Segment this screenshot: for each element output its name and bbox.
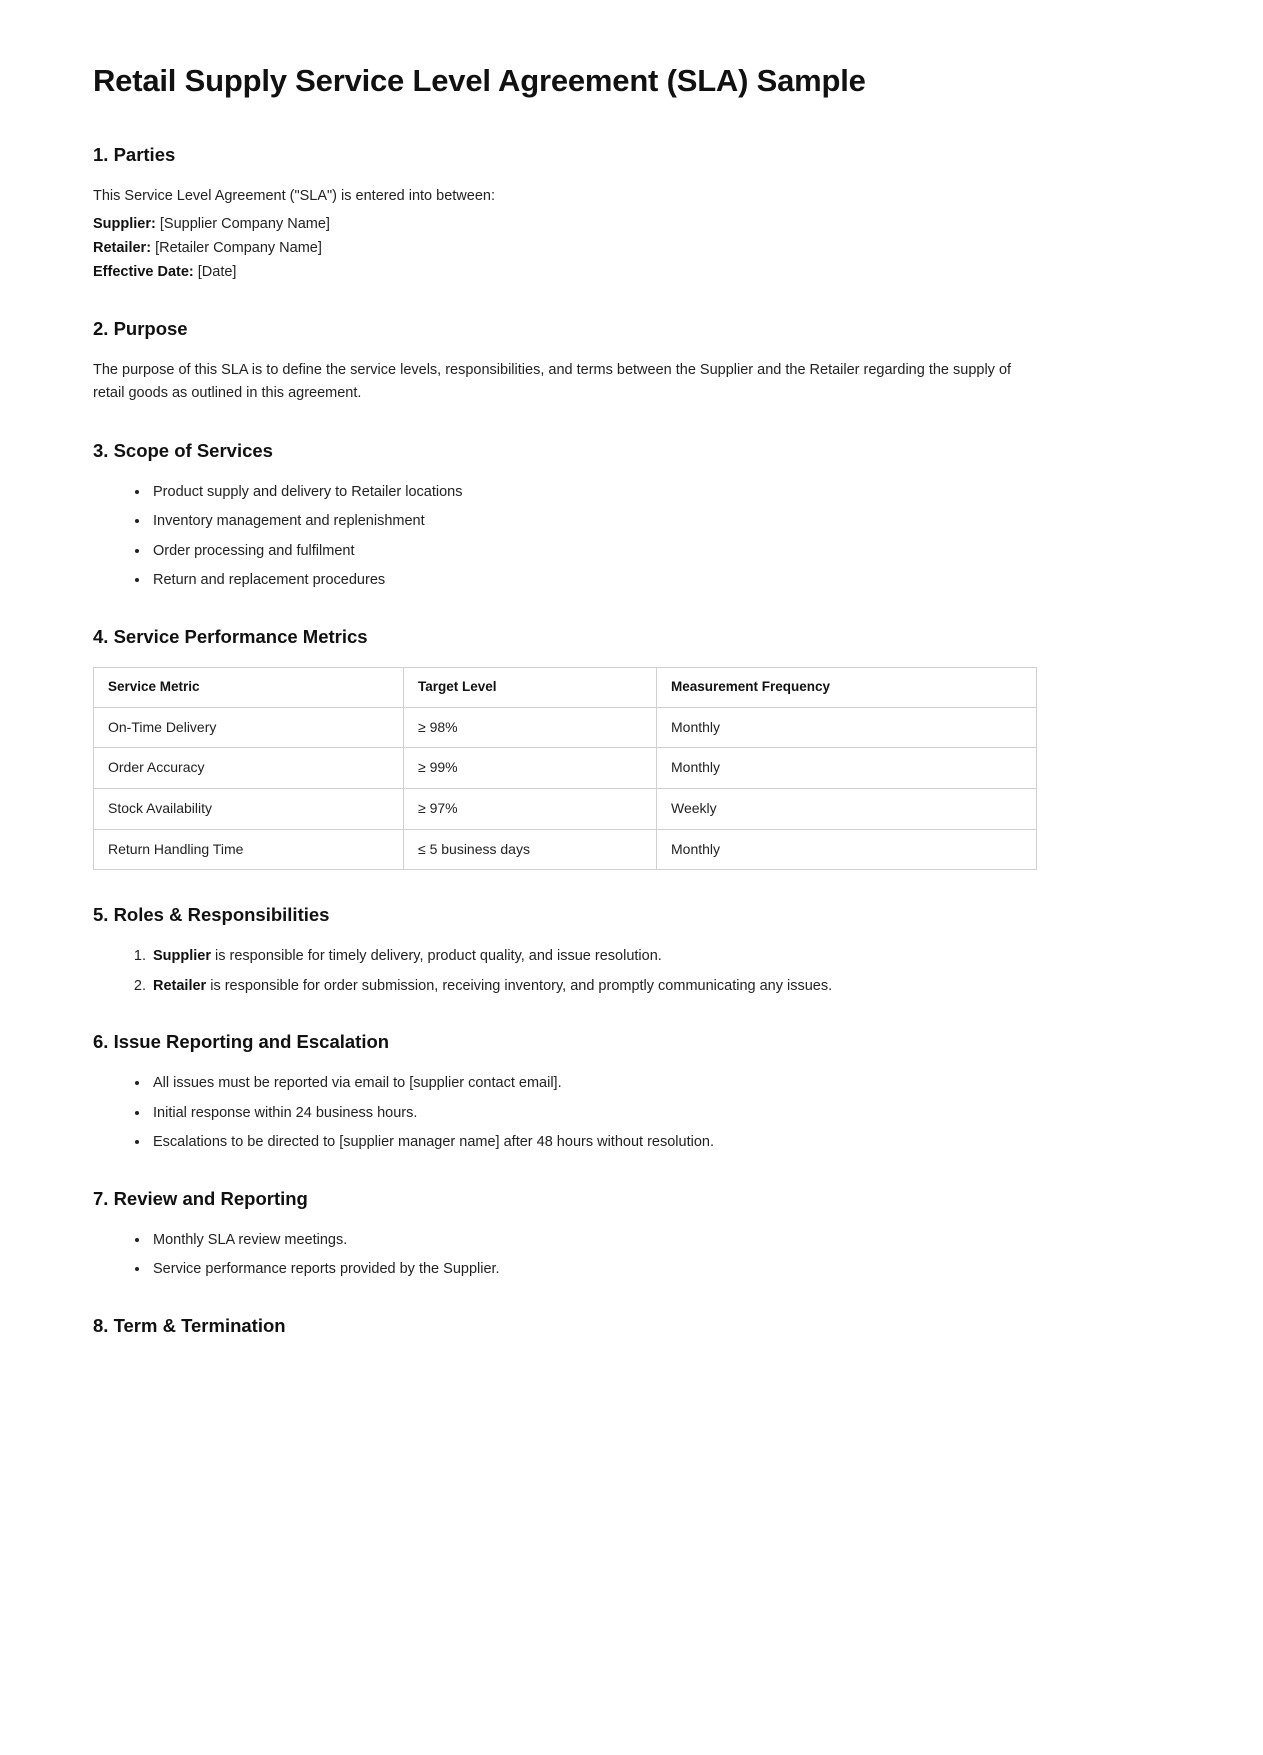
cell-frequency: Weekly: [657, 788, 1037, 829]
supplier-line: [93, 213, 1143, 236]
parties-details: [93, 185, 1143, 284]
list-item: • Escalations to be directed to [supplier manager name] after 48 hours without resolution.: [150, 1131, 1143, 1153]
cell-frequency: Monthly: [657, 829, 1037, 870]
column-header-measurement-frequency: Measurement Frequency: [657, 667, 1037, 707]
review-list: [93, 1229, 1143, 1281]
list-item: • Product supply and delivery to Retailer locations: [150, 481, 1143, 503]
cell-target: ≥ 98%: [404, 707, 657, 748]
cell-metric: Return Handling Time: [94, 829, 404, 870]
retailer-value: [Retailer Company Name]: [155, 240, 322, 257]
table-header-row: [94, 667, 1037, 707]
section-heading-scope: 3. Scope of Services: [93, 439, 273, 461]
section-parties: [93, 143, 1143, 284]
column-header-service-metric: Service Metric: [94, 667, 404, 707]
cell-frequency: Monthly: [657, 748, 1037, 789]
section-roles: [93, 903, 1143, 997]
section-purpose: [93, 317, 1143, 406]
section-metrics: [93, 625, 1143, 870]
section-term: [93, 1314, 1143, 1357]
section-heading-review: 7. Review and Reporting: [93, 1187, 308, 1209]
roles-list: [93, 945, 1143, 997]
section-heading-metrics: 4. Service Performance Metrics: [93, 625, 368, 647]
cell-target: ≥ 97%: [404, 788, 657, 829]
cell-metric: On-Time Delivery: [94, 707, 404, 748]
effective-date-value: [Date]: [197, 263, 237, 280]
retailer-label: Retailer:: [93, 240, 152, 257]
role-text: is responsible for timely delivery, product quality, and issue resolution.: [211, 948, 662, 965]
table-row: [94, 788, 1037, 829]
list-item: • Order processing and fulfilment: [150, 540, 1143, 562]
column-header-target-level: Target Level: [404, 667, 657, 707]
section-escalation: [93, 1030, 1143, 1153]
list-item: [150, 945, 1143, 967]
cell-target: ≤ 5 business days: [404, 829, 657, 870]
section-review: [93, 1187, 1143, 1281]
retailer-line: [93, 237, 1143, 260]
cell-metric: Order Accuracy: [94, 748, 404, 789]
role-lead-retailer: Retailer: [153, 977, 207, 994]
effective-date-label: Effective Date:: [93, 263, 194, 280]
supplier-value: [Supplier Company Name]: [159, 216, 330, 233]
section-scope: [93, 439, 1143, 592]
list-item: • Return and replacement procedures: [150, 569, 1143, 591]
term-body-empty: [93, 1356, 1143, 1357]
scope-list: [93, 481, 1143, 592]
list-item: • Service performance reports provided by the Supplier.: [150, 1258, 1143, 1280]
table-row: [94, 829, 1037, 870]
section-heading-roles: 5. Roles & Responsibilities: [93, 904, 330, 926]
effective-date-line: [93, 261, 1143, 284]
cell-target: ≥ 99%: [404, 748, 657, 789]
role-lead-supplier: Supplier: [153, 948, 212, 965]
section-heading-purpose: 2. Purpose: [93, 317, 188, 339]
list-item: • All issues must be reported via email to [supplier contact email].: [150, 1072, 1143, 1094]
service-metrics-table: [93, 667, 1037, 870]
role-text: is responsible for order submission, receiving inventory, and promptly communicating any issues.: [206, 977, 833, 994]
list-item: [150, 975, 1143, 997]
parties-intro: This Service Level Agreement ("SLA") is entered into between:: [93, 188, 495, 205]
table-row: [94, 707, 1037, 748]
purpose-text: The purpose of this SLA is to define the service levels, responsibilities, and terms between the Supplier and the Retailer regarding the supply of retail goods as outlined in this agreement.: [93, 361, 1012, 402]
list-item: • Monthly SLA review meetings.: [150, 1229, 1143, 1251]
cell-frequency: Monthly: [657, 707, 1037, 748]
section-heading-parties: 1. Parties: [93, 144, 176, 166]
section-heading-escalation: 6. Issue Reporting and Escalation: [93, 1031, 390, 1053]
table-row: [94, 748, 1037, 789]
list-item: • Initial response within 24 business hours.: [150, 1102, 1143, 1124]
cell-metric: Stock Availability: [94, 788, 404, 829]
section-heading-term: 8. Term & Termination: [93, 1314, 286, 1336]
supplier-label: Supplier:: [93, 216, 156, 233]
list-item: • Inventory management and replenishment: [150, 510, 1143, 532]
escalation-list: [93, 1072, 1143, 1153]
page-title: Retail Supply Service Level Agreement (SLA) Sample: [93, 63, 866, 98]
